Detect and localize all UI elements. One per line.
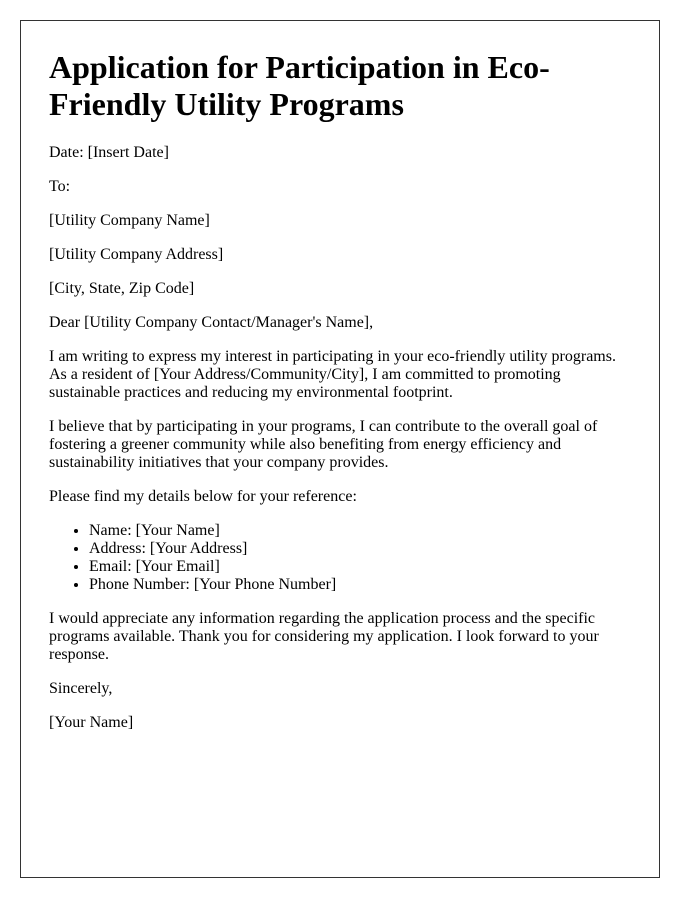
body-paragraph-2: I believe that by participating in your programs, I can contribute to the overall goal of fostering a greener community while also benefiting from energy efficiency and sustainability initiatives that your company provides. <box>49 418 598 471</box>
to-line: To: <box>49 178 71 195</box>
letter-title: Application for Participation in Eco-Friendly Utility Programs <box>49 49 550 122</box>
detail-address: • Address: [Your Address] <box>89 540 631 558</box>
detail-phone: • Phone Number: [Your Phone Number] <box>89 576 631 594</box>
body-paragraph-3: I would appreciate any information regarding the application process and the specific programs available. Thank you for considering my application. I look forward to your response. <box>49 610 599 663</box>
details-intro: Please find my details below for your reference: <box>49 488 357 505</box>
detail-name: • Name: [Your Name] <box>89 522 631 540</box>
company-name: [Utility Company Name] <box>49 212 210 229</box>
details-list <box>49 522 631 594</box>
closing: Sincerely, <box>49 680 113 697</box>
signature-name: [Your Name] <box>49 714 134 731</box>
detail-email: • Email: [Your Email] <box>89 558 631 576</box>
body-paragraph-1: I am writing to express my interest in participating in your eco-friendly utility programs. As a resident of [Your Address/Community/City], I am committed to promoting sustainable practices and reducing my environmental footprint. <box>49 348 616 401</box>
letter-page <box>20 20 660 878</box>
company-address: [Utility Company Address] <box>49 246 224 263</box>
date-line: Date: [Insert Date] <box>49 144 169 161</box>
city-state-zip: [City, State, Zip Code] <box>49 280 195 297</box>
salutation: Dear [Utility Company Contact/Manager's Name], <box>49 314 374 331</box>
